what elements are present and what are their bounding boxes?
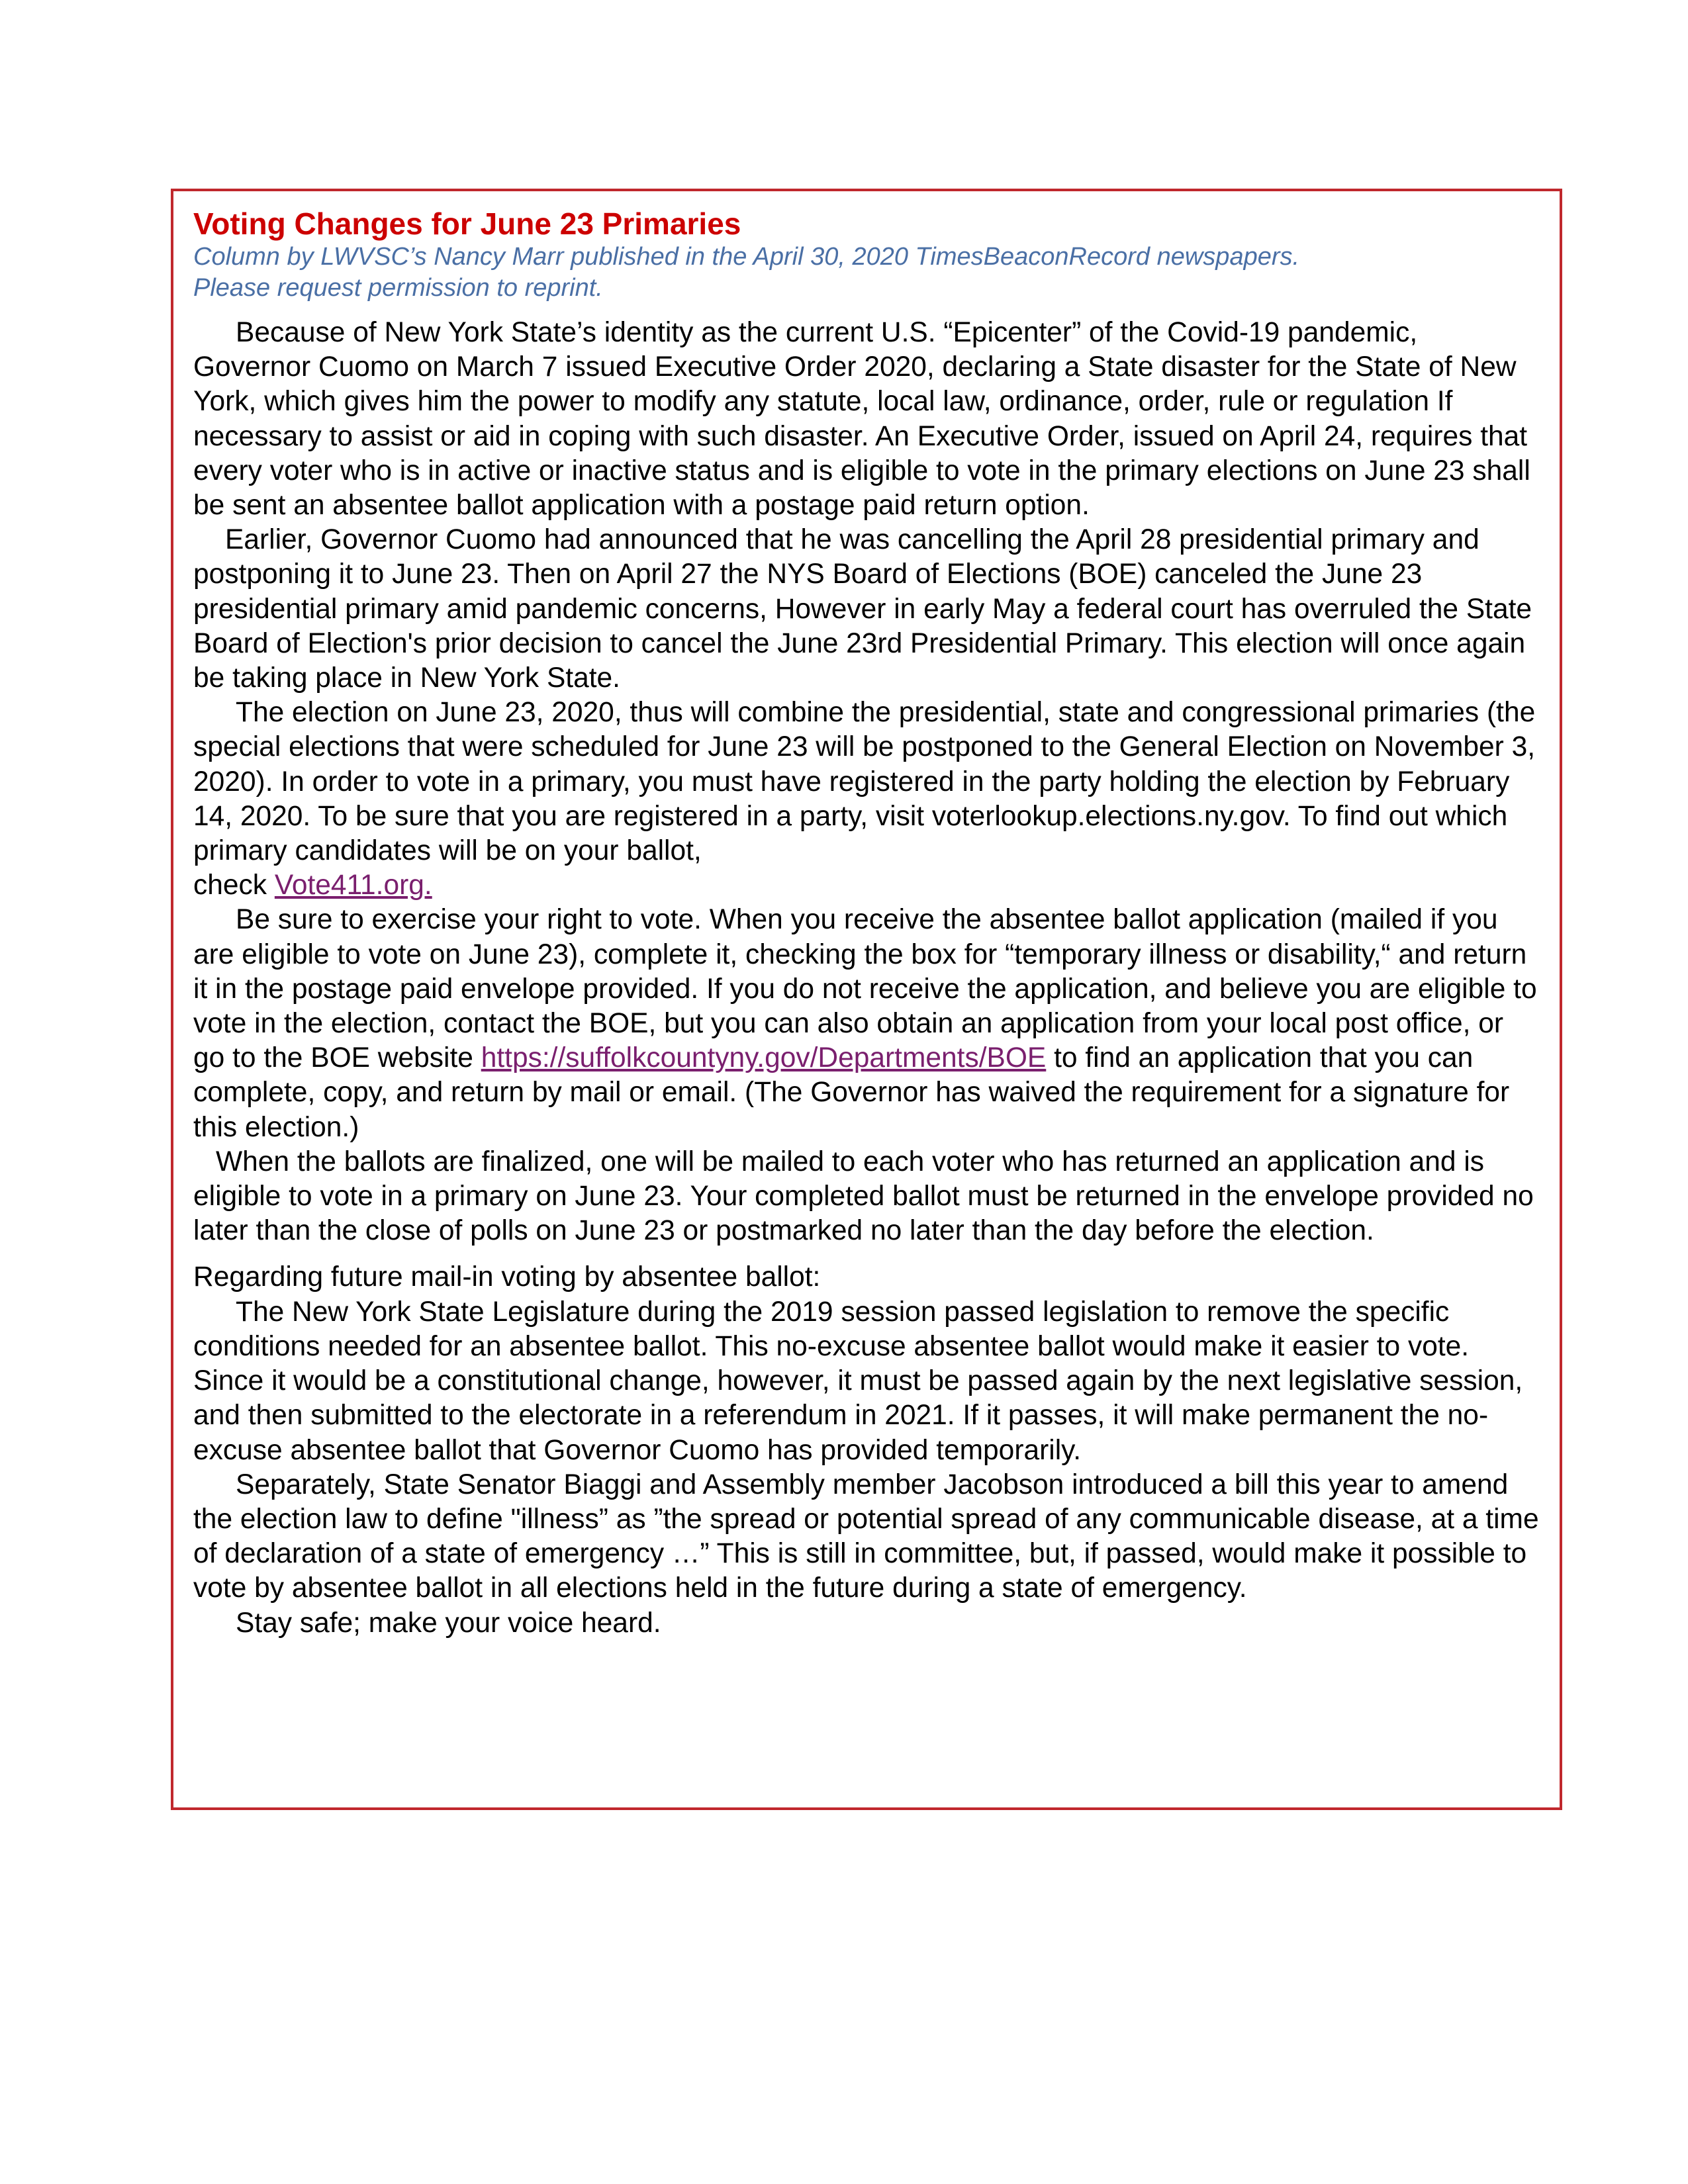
section-heading-regarding: Regarding future mail-in voting by absentee ballot:	[193, 1261, 821, 1293]
paragraph-text: to find an application that you can complete, copy, and return by mail or email. (The Governor has waived the requirement for a signature for this election.)	[193, 1042, 1510, 1143]
article-title: Voting Changes for June 23 Primaries	[193, 206, 741, 241]
paragraph-absentee-application	[193, 903, 1540, 1144]
byline-line-2: Please request permission to reprint.	[193, 274, 603, 302]
article-box	[171, 189, 1562, 1810]
paragraph-senator-bill: Separately, State Senator Biaggi and Assembly member Jacobson introduced a bill this year to amend the election law to define "illness” as ”the spread or potential spread of any communicable disease, at a time of declaration of a state of emergency …” This is still in committee, but, if passed, would make it possible to vote by absentee ballot in all elections held in the future during a state of emergency.	[193, 1469, 1539, 1604]
article-body	[193, 316, 1540, 1641]
paragraph-primary-history: Earlier, Governor Cuomo had announced that he was cancelling the April 28 presidential primary and postponing it to June 23. Then on April 27 the NYS Board of Elections (BOE) canceled the June 23 presidential primary amid pandemic concerns, However in early May a federal court has overruled the State Board of Election's prior decision to cancel the June 23rd Presidential Primary. This election will once again be taking place in New York State.	[193, 524, 1532, 694]
paragraph-text: Be sure to exercise your right to vote. When you receive the absentee ballot application (mailed if you are eligible to vote on June 23), complete it, checking the box for “temporary illness or disability,“ and return it in the postage paid envelope provided. If you do not receive the application, and believe you are eligible to vote in the election, contact the BOE, but you can also obtain an application from your local post office, or go to the BOE website	[193, 904, 1537, 1074]
boe-website-link[interactable]: https://suffolkcountyny.gov/Departments/BOE	[481, 1042, 1047, 1074]
check-label: check	[193, 870, 267, 901]
paragraph-text: The election on June 23, 2020, thus will combine the presidential, state and congressional primaries (the special elections that were scheduled for June 23 will be postponed to the General Election on November 3, 2020). In order to vote in a primary, you must have registered in the party holding the election by February 14, 2020. To be sure that you are registered in a party, visit voterlookup.elections.ny.gov. To find out which primary candidates will be on your ballot,	[193, 697, 1536, 867]
paragraph-executive-order: Because of New York State’s identity as the current U.S. “Epicenter” of the Covid-19 pandemic, Governor Cuomo on March 7 issued Executive Order 2020, declaring a State disaster for the State of New York, which gives him the power to modify any statute, local law, ordinance, order, rule or regulation If necessary to assist or aid in coping with such disaster. An Executive Order, issued on April 24, requires that every voter who is in active or inactive status and is eligible to vote in the primary elections on June 23 shall be sent an absentee ballot application with a postage paid return option.	[193, 317, 1530, 522]
paragraph-legislature: The New York State Legislature during the 2019 session passed legislation to remove the specific conditions needed for an absentee ballot. This no-excuse absentee ballot would make it easier to vote. Since it would be a constitutional change, however, it must be passed again by the next legislative session, and then submitted to the electorate in a referendum in 2021. If it passes, it will make permanent the no-excuse absentee ballot that Governor Cuomo has provided temporarily.	[193, 1296, 1523, 1466]
paragraph-election-combined	[193, 696, 1540, 903]
spacer	[193, 1248, 1540, 1260]
vote411-link[interactable]: Vote411.org.	[274, 870, 432, 901]
byline-line-1: Column by LWVSC’s Nancy Marr published in the April 30, 2020 TimesBeaconRecord newspapers.	[193, 243, 1300, 271]
paragraph-closing: Stay safe; make your voice heard.	[236, 1607, 661, 1639]
paragraph-ballots-finalized: When the ballots are finalized, one will be mailed to each voter who has returned an application and is eligible to vote in a primary on June 23. Your completed ballot must be returned in the envelope provided no later than the close of polls on June 23 or postmarked no later than the day before the election.	[193, 1146, 1534, 1247]
spacer	[193, 304, 1540, 316]
byline	[193, 242, 1540, 304]
